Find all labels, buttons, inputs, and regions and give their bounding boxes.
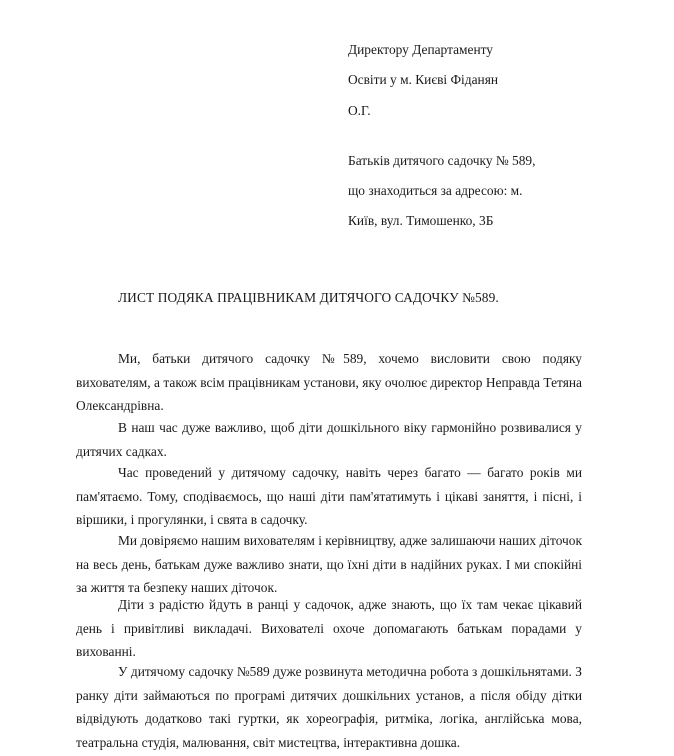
sender-line-2: що знаходиться за адресою: м.	[348, 183, 523, 198]
recipient-line-2: Освіти у м. Києві Фіданян	[348, 72, 499, 87]
recipient-line-1: Директору Департаменту	[348, 42, 493, 57]
recipient-line-3: О.Г.	[348, 103, 371, 118]
paragraph-6: У дитячому садочку №589 дуже розвинута методична робота з дошкільнятами. З ранку діти займаються по програмі дитячих дошкільних установ, а після обіду дітки відвідують додатково такі гуртки, як хореографія, ритміка, логіка, англійська мова, театральна студія, малювання, світ мистецтва, інтерактивна дошка.	[76, 664, 582, 750]
letter-title: ЛИСТ ПОДЯКА ПРАЦІВНИКАМ ДИТЯЧОГО САДОЧКУ №589.	[118, 290, 499, 305]
sender-line-1: Батьків дитячого садочку № 589,	[348, 153, 536, 168]
paragraph-3: Час проведений у дитячому садочку, навіть через багато — багато років ми пам'ятаємо. Тому, сподіваємось, що наші діти пам'ятатимуть і цікаві заняття, і пісні, і віршики, і прогулянки, і свята в садочку.	[76, 465, 582, 527]
paragraph-5: Діти з радістю йдуть в ранці у садочок, адже знають, що їх там чекає цікавий день і привітливі викладачі. Вихователі охоче допомагають батькам порадами у вихованні.	[76, 597, 582, 659]
paragraph-4: Ми довіряємо нашим вихователям і керівництву, адже залишаючи наших діточок на весь день, батькам дуже важливо знати, що їхні діти в надійних руках. І ми спокійні за життя та безпеку наших діточок.	[76, 533, 582, 595]
sender-line-3: Київ, вул. Тимошенко, 3Б	[348, 213, 494, 228]
paragraph-2: В наш час дуже важливо, щоб діти дошкільного віку гармонійно розвивалися у дитячих садках.	[76, 420, 582, 459]
paragraph-1: Ми, батьки дитячого садочку №589, хочемо висловити свою подяку вихователям, а також всім працівникам установи, яку очолює директор Неправда Тетяна Олександрівна.	[76, 351, 582, 413]
